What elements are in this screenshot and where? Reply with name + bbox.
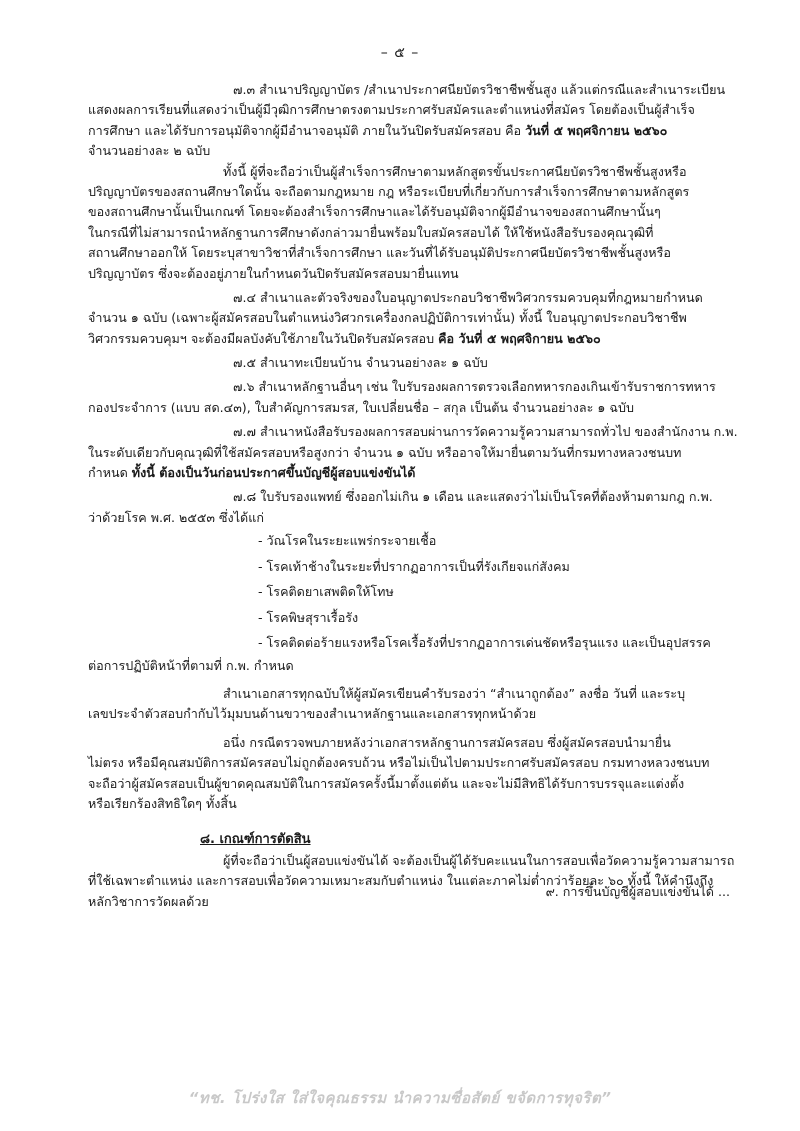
invalid-documents-note — [88, 733, 728, 815]
disease-item: - โรคติดต่อร้ายแรงหรือโรคเรื้อรังที่ปรากฏอาการเด่นชัดหรือรุนแรง และเป็นอุปสรรค — [258, 635, 711, 651]
education-note-line5: สถานศึกษาออกให้ โดยระบุสาขาวิชาที่สำเร็จการศึกษา และวันที่ได้รับอนุมัติประกาศนียบัตรวิชาชีพชั้นสูงหรือ — [88, 245, 671, 261]
section-7-4-line3-text: วิศวกรรมควบคุมฯ จะต้องมีผลบังคับใช้ภายในวันปิดรับสมัครสอบ — [88, 330, 439, 346]
section-7-4-line1: ๗.๔ สำเนาและตัวจริงของใบอนุญาตประกอบวิชาชีพวิศวกรรมควบคุมที่กฎหมายกำหนด — [233, 289, 703, 305]
section-7-4-line3 — [88, 329, 728, 349]
section-7-7-line3 — [88, 463, 728, 483]
education-note-line3: ของสถานศึกษานั้นเป็นเกณฑ์ โดยจะต้องสำเร็จการศึกษาและได้รับอนุมัติจากผู้มีอำนาจของสถานศึกษานั้นๆ — [88, 204, 661, 220]
section-7-3-line4: จำนวนอย่างละ ๒ ฉบับ — [88, 143, 211, 159]
education-note-line2: ปริญญาบัตรของสถานศึกษาใดนั้น จะถือตามกฎหมาย กฎ หรือระเบียบที่เกี่ยวกับการสำเร็จการศึกษาตามหลักสูตร — [88, 183, 690, 199]
section-7-5-line1: ๗.๕ สำเนาทะเบียนบ้าน จำนวนอย่างละ ๑ ฉบับ — [233, 355, 488, 371]
section-7-8-line-last: ต่อการปฏิบัติหน้าที่ตามที่ ก.พ. กำหนด — [88, 657, 294, 673]
invalid-note-line4: หรือเรียกร้องสิทธิใดๆ ทั้งสิ้น — [88, 796, 237, 812]
closing-date: วันที่ ๕ พฤศจิกายน ๒๕๖๐ — [525, 122, 668, 138]
section-7-3 — [88, 80, 728, 162]
disease-item: - วัณโรคในระยะแพร่กระจายเชื้อ — [258, 533, 437, 549]
invalid-note-line2: ไม่ตรง หรือมีคุณสมบัติการสมัครสอบไม่ถูกต้องครบถ้วน หรือไม่เป็นไปตามประกาศรับสมัครสอบ กรมทางหลวงชนบท — [88, 755, 710, 771]
footer-slogan-watermark: “ทช. โปร่งใส ใส่ใจคุณธรรม นำความซื่อสัตย์ ขจัดการทุจริต” — [188, 1089, 612, 1107]
section-7-4 — [88, 288, 728, 349]
education-note-line6: ปริญญาบัตร ซึ่งจะต้องอยู่ภายในกำหนดวันปิดรับสมัครสอบมายื่นแทน — [88, 265, 459, 281]
section-7-6 — [88, 377, 728, 418]
section-7-7-line3-text: กำหนด — [88, 465, 132, 481]
disease-list — [88, 528, 728, 656]
section-7-7-line1: ๗.๗ สำเนาหนังสือรับรองผลการสอบผ่านการวัดความรู้ความสามารถทั่วไป ของสำนักงาน ก.พ. — [233, 424, 738, 440]
section-7-7-line2: ในระดับเดียวกับคุณวุฒิที่ใช้สมัครสอบหรือสูงกว่า จำนวน ๑ ฉบับ หรืออาจให้มายื่นตามวันที่กรมทางหลวงชนบท — [88, 444, 682, 460]
section-7-8-line1: ๗.๘ ใบรับรองแพทย์ ซึ่งออกไม่เกิน ๑ เดือน และแสดงว่าไม่เป็นโรคที่ต้องห้ามตามกฎ ก.พ. — [233, 489, 713, 505]
license-deadline: คือ วันที่ ๕ พฤศจิกายน ๒๕๖๐ — [438, 330, 601, 346]
education-note — [88, 162, 728, 284]
disease-item: - โรคติดยาเสพติดให้โทษ — [258, 584, 394, 600]
section-8-line3: หลักวิชาการวัดผลด้วย — [88, 893, 209, 909]
document-body — [88, 80, 738, 912]
certify-note-line1: สำเนาเอกสารทุกฉบับให้ผู้สมัครเขียนคำรับรองว่า “สำเนาถูกต้อง” ลงชื่อ วันที่ และระบุ — [223, 686, 686, 702]
disease-item: - โรคพิษสุราเรื้อรัง — [258, 609, 359, 625]
section-7-6-line1: ๗.๖ สำเนาหลักฐานอื่นๆ เช่น ใบรับรองผลการตรวจเลือกทหารกองเกินเข้ารับราชการทหาร — [233, 379, 716, 395]
section-7-4-line2: จำนวน ๑ ฉบับ (เฉพาะผู้สมัครสอบในตำแหน่งวิศวกรเครื่องกลปฏิบัติการเท่านั้น) ทั้งนี้ ใบอนุญาตประกอบวิชาชีพ — [88, 310, 687, 326]
section-7-5 — [88, 353, 728, 373]
section-7-8-line2: ว่าด้วยโรค พ.ศ. ๒๕๕๓ ซึ่งได้แก่ — [88, 509, 264, 525]
certify-note-line2: เลขประจำตัวสอบกำกับไว้มุมบนด้านขวาของสำเนาหลักฐานและเอกสารทุกหน้าด้วย — [88, 706, 537, 722]
invalid-note-line1: อนึ่ง กรณีตรวจพบภายหลังว่าเอกสารหลักฐานการสมัครสอบ ซึ่งผู้สมัครสอบนำมายื่น — [223, 734, 671, 750]
section-7-7-emphasis: ทั้งนี้ ต้องเป็นวันก่อนประกาศขึ้นบัญชีผู้สอบแข่งขันได้ — [131, 465, 416, 481]
section-8-line2: ที่ใช้เฉพาะตำแหน่ง และการสอบเพื่อวัดความเหมาะสมกับตำแหน่ง ในแต่ละภาคไม่ต่ำกว่าร้อยละ ๖๐ ทั้งนี้ ให้คำนึงถึง — [88, 873, 714, 889]
education-note-line1: ทั้งนี้ ผู้ที่จะถือว่าเป็นผู้สำเร็จการศึกษาตามหลักสูตรขั้นประกาศนียบัตรวิชาชีพชั้นสูงหรือ — [223, 163, 687, 179]
section-7-6-line2: กองประจำการ (แบบ สด.๔๓), ใบสำคัญการสมรส, ใบเปลี่ยนชื่อ – สกุล เป็นต้น จำนวนอย่างละ ๑ ฉบับ — [88, 399, 634, 415]
section-7-3-line1: ๗.๓ สำเนาปริญญาบัตร /สำเนาประกาศนียบัตรวิชาชีพชั้นสูง แล้วแต่กรณีและสำเนาระเบียน — [233, 82, 726, 97]
section-7-3-line3-text: การศึกษา และได้รับการอนุมัติจากผู้มีอำนาจอนุมัติ ภายในวันปิดรับสมัครสอบ คือ — [88, 122, 526, 138]
education-note-line4: ในกรณีที่ไม่สามารถนำหลักฐานการศึกษาดังกล่าวมายื่นพร้อมใบสมัครสอบได้ ให้ใช้หนังสือรับรองคุณวุฒิที่ — [88, 224, 654, 240]
next-page-reference: ๙. การขึ้นบัญชีผู้สอบแข่งขันได้ ... — [545, 884, 730, 899]
disease-item: - โรคเท้าช้างในระยะที่ปรากฏอาการเป็นที่รังเกียจแก่สังคม — [258, 558, 570, 574]
section-7-3-line3 — [88, 121, 728, 141]
section-8-line1: ผู้ที่จะถือว่าเป็นผู้สอบแข่งขันได้ จะต้องเป็นผู้ได้รับคะแนนในการสอบเพื่อวัดความรู้ความสามารถ — [223, 852, 735, 868]
certify-note — [88, 684, 728, 725]
invalid-note-line3: จะถือว่าผู้สมัครสอบเป็นผู้ขาดคุณสมบัติในการสมัครครั้งนี้มาตั้งแต่ต้น และจะไม่มีสิทธิได้รับการบรรจุและแต่งตั้ง — [88, 775, 685, 791]
page-number: – ๕ – — [380, 45, 420, 61]
section-7-7 — [88, 422, 738, 483]
section-7-8 — [88, 487, 728, 676]
section-8-heading: ๘. เกณฑ์การตัดสิน — [200, 832, 311, 848]
section-7-3-line2: แสดงผลการเรียนที่แสดงว่าเป็นผู้มีวุฒิการศึกษาตรงตามประกาศรับสมัครและตำแหน่งที่สมัคร โดยต้องเป็นผู้สำเร็จ — [88, 102, 695, 118]
